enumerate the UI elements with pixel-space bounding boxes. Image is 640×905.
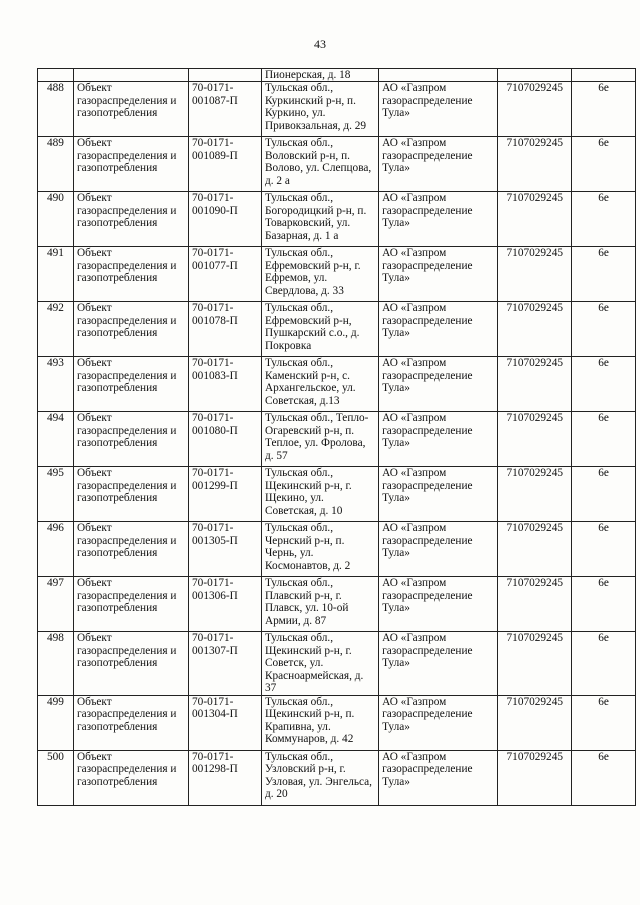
object-cell: Объект газораспределения и газопотребления [73,577,188,632]
operator-cell: АО «Газпром газораспределение Тула» [379,695,498,750]
operator-cell: АО «Газпром газораспределение Тула» [379,82,498,137]
class-cell: 6е [572,357,636,412]
class-cell: 6е [572,577,636,632]
operator-cell: АО «Газпром газораспределение Тула» [379,302,498,357]
class-cell: 6е [572,247,636,302]
operator-cell: АО «Газпром газораспределение Тула» [379,137,498,192]
address-cell: Тульская обл., Воловский р-н, п. Волово, ул. Слепцова, д. 2 а [261,137,378,192]
num-cell: 495 [38,467,74,522]
class-cell: 6е [572,412,636,467]
table-row [38,750,636,805]
table-row [38,632,636,696]
num-cell [38,69,74,82]
object-cell: Объект газораспределения и газопотребления [73,412,188,467]
operator-cell: АО «Газпром газораспределение Тула» [379,577,498,632]
class-cell: 6е [572,522,636,577]
table-row [38,577,636,632]
operator-cell: АО «Газпром газораспределение Тула» [379,467,498,522]
table-row [38,247,636,302]
inn-cell: 7107029245 [498,247,572,302]
object-cell: Объект газораспределения и газопотребления [73,750,188,805]
inn-cell: 7107029245 [498,357,572,412]
num-cell: 498 [38,632,74,696]
class-cell [572,69,636,82]
address-cell: Тульская обл., Каменский р-н, с. Архангельское, ул. Советская, д.13 [261,357,378,412]
reg-number-cell: 70-0171-001089-П [189,137,262,192]
page-number: 43 [314,37,326,51]
num-cell: 500 [38,750,74,805]
reg-number-cell: 70-0171-001078-П [189,302,262,357]
operator-cell: АО «Газпром газораспределение Тула» [379,247,498,302]
address-cell: Пионерская, д. 18 [261,69,378,82]
reg-number-cell: 70-0171-001306-П [189,577,262,632]
address-cell: Тульская обл., Щекинский р-н, п. Крапивна, ул. Коммунаров, д. 42 [261,695,378,750]
operator-cell: АО «Газпром газораспределение Тула» [379,357,498,412]
reg-number-cell: 70-0171-001083-П [189,357,262,412]
reg-number-cell [189,69,262,82]
reg-number-cell: 70-0171-001080-П [189,412,262,467]
class-cell: 6е [572,632,636,696]
inn-cell: 7107029245 [498,632,572,696]
reg-number-cell: 70-0171-001090-П [189,192,262,247]
inn-cell: 7107029245 [498,577,572,632]
operator-cell: АО «Газпром газораспределение Тула» [379,522,498,577]
address-cell: Тульская обл., Ефремовский р-н, г. Ефремов, ул. Свердлова, д. 33 [261,247,378,302]
object-cell: Объект газораспределения и газопотребления [73,522,188,577]
address-cell: Тульская обл., Богородицкий р-н, п. Товарковский, ул. Базарная, д. 1 а [261,192,378,247]
inn-cell [498,69,572,82]
inn-cell: 7107029245 [498,522,572,577]
object-cell: Объект газораспределения и газопотребления [73,192,188,247]
inn-cell: 7107029245 [498,192,572,247]
registry-table [37,68,636,806]
num-cell: 492 [38,302,74,357]
table-row [38,522,636,577]
class-cell: 6е [572,137,636,192]
num-cell: 494 [38,412,74,467]
object-cell: Объект газораспределения и газопотребления [73,247,188,302]
num-cell: 497 [38,577,74,632]
address-cell: Тульская обл., Щекинский р-н, г. Советск, ул. Красноармейская, д. 37 [261,632,378,696]
reg-number-cell: 70-0171-001298-П [189,750,262,805]
num-cell: 488 [38,82,74,137]
reg-number-cell: 70-0171-001304-П [189,695,262,750]
table-row [38,695,636,750]
inn-cell: 7107029245 [498,750,572,805]
inn-cell: 7107029245 [498,695,572,750]
table-row [38,412,636,467]
operator-cell [379,69,498,82]
inn-cell: 7107029245 [498,137,572,192]
address-cell: Тульская обл., Щекинский р-н, г. Щекино, ул. Советская, д. 10 [261,467,378,522]
reg-number-cell: 70-0171-001087-П [189,82,262,137]
object-cell: Объект газораспределения и газопотребления [73,467,188,522]
table-row [38,137,636,192]
object-cell: Объект газораспределения и газопотребления [73,632,188,696]
reg-number-cell: 70-0171-001077-П [189,247,262,302]
address-cell: Тульская обл., Чернский р-н, п. Чернь, ул. Космонавтов, д. 2 [261,522,378,577]
reg-number-cell: 70-0171-001299-П [189,467,262,522]
object-cell: Объект газораспределения и газопотребления [73,82,188,137]
address-cell: Тульская обл., Плавский р-н, г. Плавск, ул. 10-ой Армии, д. 87 [261,577,378,632]
table-row [38,192,636,247]
table-row [38,357,636,412]
num-cell: 490 [38,192,74,247]
reg-number-cell: 70-0171-001305-П [189,522,262,577]
object-cell: Объект газораспределения и газопотребления [73,137,188,192]
class-cell: 6е [572,302,636,357]
class-cell: 6е [572,695,636,750]
object-cell: Объект газораспределения и газопотребления [73,357,188,412]
reg-number-cell: 70-0171-001307-П [189,632,262,696]
inn-cell: 7107029245 [498,467,572,522]
object-cell [73,69,188,82]
address-cell: Тульская обл., Тепло-Огаревский р-н, п. Теплое, ул. Фролова, д. 57 [261,412,378,467]
address-cell: Тульская обл., Узловский р-н, г. Узловая, ул. Энгельса, д. 20 [261,750,378,805]
class-cell: 6е [572,467,636,522]
table-row [38,82,636,137]
class-cell: 6е [572,750,636,805]
address-cell: Тульская обл., Куркинский р-н, п. Куркино, ул. Привокзальная, д. 29 [261,82,378,137]
inn-cell: 7107029245 [498,302,572,357]
inn-cell: 7107029245 [498,82,572,137]
table-row [38,302,636,357]
num-cell: 493 [38,357,74,412]
table-row [38,467,636,522]
object-cell: Объект газораспределения и газопотребления [73,302,188,357]
class-cell: 6е [572,192,636,247]
class-cell: 6е [572,82,636,137]
address-cell: Тульская обл., Ефремовский р-н, Пушкарский с.о., д. Покровка [261,302,378,357]
num-cell: 491 [38,247,74,302]
continuation-row [38,69,636,82]
num-cell: 496 [38,522,74,577]
inn-cell: 7107029245 [498,412,572,467]
operator-cell: АО «Газпром газораспределение Тула» [379,632,498,696]
object-cell: Объект газораспределения и газопотребления [73,695,188,750]
num-cell: 499 [38,695,74,750]
operator-cell: АО «Газпром газораспределение Тула» [379,750,498,805]
num-cell: 489 [38,137,74,192]
operator-cell: АО «Газпром газораспределение Тула» [379,412,498,467]
operator-cell: АО «Газпром газораспределение Тула» [379,192,498,247]
